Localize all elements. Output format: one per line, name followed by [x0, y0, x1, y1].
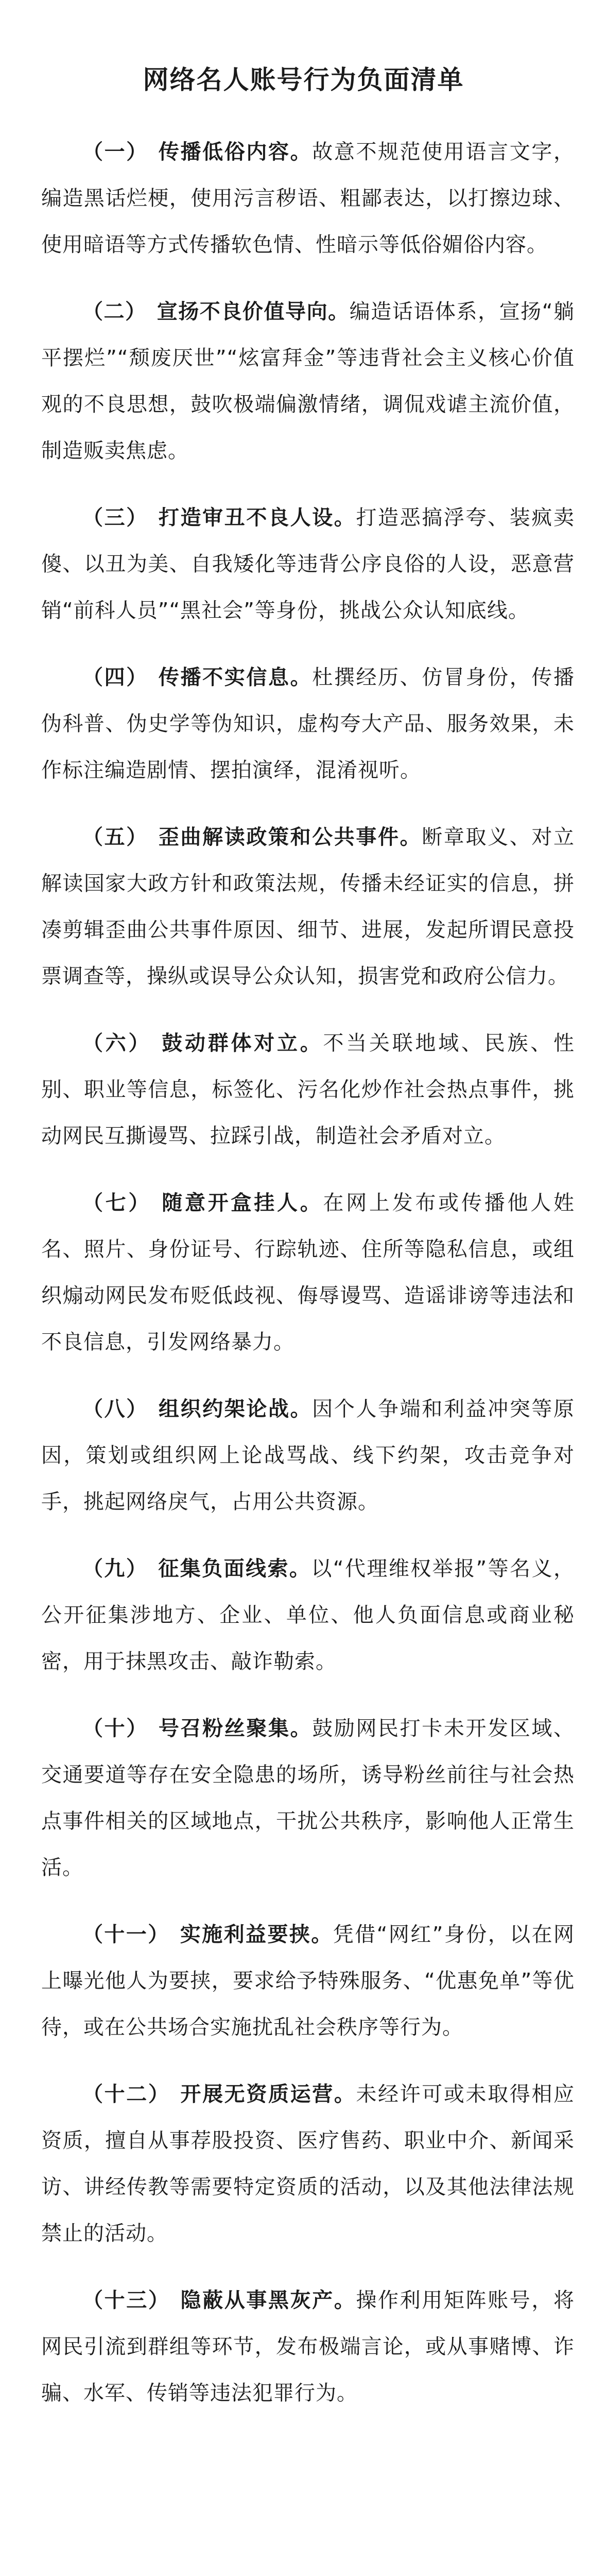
list-item — [41, 2071, 575, 2257]
item-heading: 号召粉丝聚集。 — [158, 1717, 313, 1740]
item-text: 未经许可或未取得相应资质，擅自从事荐股投资、医疗售药、职业中介、新闻采访、讲经传教等需要特定资质的活动，以及其他法律法规禁止的活动。 — [41, 2082, 575, 2245]
item-text: 打造恶搞浮夸、装疯卖傻、以丑为美、自我矮化等违背公序良俗的人设，恶意营销“前科人员”“黑社会”等身份，挑战公众认知底线。 — [41, 506, 575, 622]
negative-list — [41, 129, 575, 2437]
list-item — [41, 495, 575, 634]
item-heading: 组织约架论战。 — [158, 1397, 313, 1421]
item-heading: 传播不实信息。 — [158, 666, 313, 689]
item-number: （十） — [82, 1717, 148, 1740]
item-number: （三） — [82, 506, 148, 530]
list-item — [41, 1546, 575, 1685]
item-heading: 歪曲解读政策和公共事件。 — [158, 825, 422, 849]
item-number: （九） — [82, 1557, 148, 1581]
list-item — [41, 1705, 575, 1891]
item-text: 鼓励网民打卡未开发区域、交通要道等存在安全隐患的场所，诱导粉丝前往与社会热点事件相关的区域地点，干扰公共秩序，影响他人正常生活。 — [41, 1717, 575, 1879]
item-number: （七） — [82, 1191, 152, 1215]
item-heading: 传播低俗内容。 — [158, 140, 313, 164]
item-heading: 隐蔽从事黑灰产。 — [180, 2289, 356, 2312]
list-item — [41, 814, 575, 999]
list-item — [41, 1386, 575, 1525]
item-number: （十二） — [82, 2082, 170, 2106]
item-text: 因个人争端和利益冲突等原因，策划或组织网上论战骂战、线下约架，攻击竞争对手，挑起网络戾气，占用公共资源。 — [41, 1397, 575, 1514]
item-heading: 鼓动群体对立。 — [162, 1031, 323, 1055]
item-number: （二） — [82, 300, 147, 324]
item-text: 断章取义、对立解读国家大政方针和政策法规，传播未经证实的信息，拼凑剪辑歪曲公共事件原因、细节、进展，发起所谓民意投票调查等，操纵或误导公众认知，损害党和政府公信力。 — [41, 825, 575, 988]
list-item — [41, 1020, 575, 1159]
item-text: 以“代理维权举报”等名义，公开征集涉地方、企业、单位、他人负面信息或商业秘密，用于抹黑攻击、敲诈勒索。 — [41, 1557, 575, 1673]
item-text: 杜撰经历、仿冒身份，传播伪科普、伪史学等伪知识，虚构夸大产品、服务效果，未作标注编造剧情、摆拍演绎，混淆视听。 — [41, 666, 575, 782]
item-number: （十一） — [82, 1923, 170, 1946]
item-text: 在网上发布或传播他人姓名、照片、身份证号、行踪轨迹、住所等隐私信息，或组织煽动网民发布贬低歧视、侮辱谩骂、造谣诽谤等违法和不良信息，引发网络暴力。 — [41, 1191, 575, 1354]
item-heading: 随意开盒挂人。 — [162, 1191, 323, 1215]
item-heading: 宣扬不良价值导向。 — [157, 300, 350, 324]
item-number: （一） — [82, 140, 148, 164]
list-item — [41, 654, 575, 793]
item-number: （八） — [82, 1397, 148, 1421]
item-number: （五） — [82, 825, 148, 849]
item-text: 凭借“网红”身份，以在网上曝光他人为要挟，要求给予特殊服务、“优惠免单”等优待，或在公共场合实施扰乱社会秩序等行为。 — [41, 1923, 575, 2039]
item-heading: 实施利益要挟。 — [180, 1923, 333, 1946]
item-number: （六） — [82, 1031, 152, 1055]
list-item — [41, 1180, 575, 1365]
item-heading: 打造审丑不良人设。 — [158, 506, 356, 530]
list-item — [41, 2277, 575, 2416]
item-heading: 开展无资质运营。 — [180, 2082, 356, 2106]
item-number: （四） — [82, 666, 148, 689]
item-number: （十三） — [82, 2289, 170, 2312]
item-text: 操作利用矩阵账号，将网民引流到群组等环节，发布极端言论，或从事赌博、诈骗、水军、传销等违法犯罪行为。 — [41, 2289, 575, 2405]
item-text: 编造话语体系，宣扬“躺平摆烂”“颓废厌世”“炫富拜金”等违背社会主义核心价值观的不良思想，鼓吹极端偏激情绪，调侃戏谑主流价值，制造贩卖焦虑。 — [41, 300, 575, 463]
item-text: 不当关联地域、民族、性别、职业等信息，标签化、污名化炒作社会热点事件，挑动网民互撕谩骂、拉踩引战，制造社会矛盾对立。 — [41, 1031, 575, 1148]
item-text: 故意不规范使用语言文字，编造黑话烂梗，使用污言秽语、粗鄙表达，以打擦边球、使用暗语等方式传播软色情、性暗示等低俗媚俗内容。 — [41, 140, 575, 257]
item-heading: 征集负面线索。 — [158, 1557, 311, 1581]
list-item — [41, 289, 575, 474]
article-title: 网络名人账号行为负面清单 — [143, 65, 464, 95]
list-item — [41, 1911, 575, 2050]
list-item — [41, 129, 575, 268]
